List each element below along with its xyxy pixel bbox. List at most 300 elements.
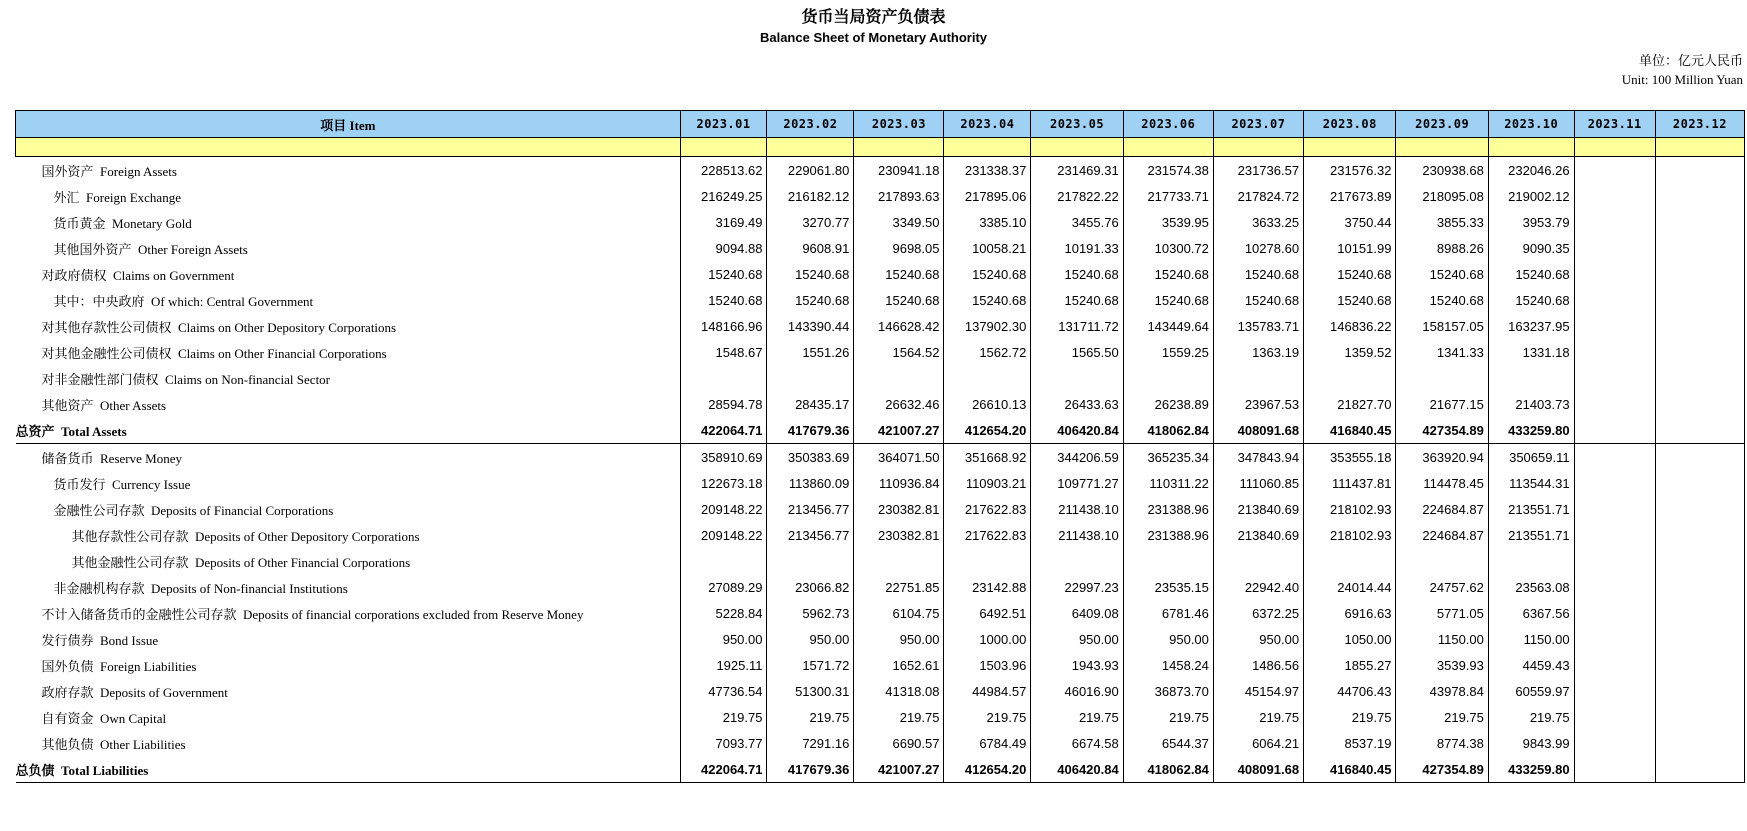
value-cell: 1359.52 bbox=[1304, 339, 1396, 365]
value-cell: 219.75 bbox=[1123, 704, 1213, 730]
value-cell bbox=[1574, 678, 1655, 704]
row-label-en: Foreign Liabilities bbox=[100, 658, 197, 674]
value-cell: 23066.82 bbox=[767, 574, 854, 600]
column-header-month: 2023.12 bbox=[1655, 111, 1744, 138]
row-label-cn: 货币黄金 bbox=[53, 216, 106, 232]
value-cell: 146836.22 bbox=[1304, 313, 1396, 339]
row-label bbox=[16, 261, 681, 287]
value-cell: 15240.68 bbox=[1123, 261, 1213, 287]
value-cell bbox=[1304, 548, 1396, 574]
value-cell: 408091.68 bbox=[1213, 756, 1303, 783]
value-cell: 417679.36 bbox=[767, 417, 854, 444]
row-label bbox=[16, 730, 681, 756]
value-cell bbox=[767, 365, 854, 391]
value-cell: 224684.87 bbox=[1396, 496, 1488, 522]
value-cell: 230382.81 bbox=[854, 496, 944, 522]
value-cell: 24014.44 bbox=[1304, 574, 1396, 600]
row-label-cn: 外汇 bbox=[53, 190, 80, 206]
row-label-cn: 自有资金 bbox=[41, 711, 94, 727]
value-cell bbox=[1574, 157, 1655, 184]
column-header-month: 2023.09 bbox=[1396, 111, 1488, 138]
value-cell: 3169.49 bbox=[680, 209, 767, 235]
value-cell: 15240.68 bbox=[1304, 261, 1396, 287]
row-label-en: Currency Issue bbox=[112, 476, 191, 492]
value-cell: 213456.77 bbox=[767, 496, 854, 522]
value-cell: 146628.42 bbox=[854, 313, 944, 339]
row-label-en: Monetary Gold bbox=[112, 215, 192, 231]
value-cell: 15240.68 bbox=[1396, 261, 1488, 287]
value-cell: 158157.05 bbox=[1396, 313, 1488, 339]
value-cell: 1331.18 bbox=[1488, 339, 1574, 365]
value-cell bbox=[1031, 365, 1123, 391]
value-cell: 111437.81 bbox=[1304, 470, 1396, 496]
row-label-cn: 国外资产 bbox=[41, 164, 94, 180]
value-cell: 3953.79 bbox=[1488, 209, 1574, 235]
value-cell: 1551.26 bbox=[767, 339, 854, 365]
row-label-cn: 总资产 bbox=[15, 424, 55, 440]
row-label-en: Bond Issue bbox=[100, 632, 159, 648]
value-cell: 143449.64 bbox=[1123, 313, 1213, 339]
column-header-month: 2023.08 bbox=[1304, 111, 1396, 138]
value-cell: 41318.08 bbox=[854, 678, 944, 704]
value-cell bbox=[1655, 522, 1744, 548]
value-cell: 412654.20 bbox=[944, 417, 1031, 444]
value-cell: 1564.52 bbox=[854, 339, 944, 365]
value-cell: 15240.68 bbox=[1213, 261, 1303, 287]
value-cell: 950.00 bbox=[1031, 626, 1123, 652]
value-cell: 1855.27 bbox=[1304, 652, 1396, 678]
value-cell bbox=[1655, 209, 1744, 235]
value-cell bbox=[1488, 548, 1574, 574]
row-label bbox=[16, 600, 681, 626]
value-cell bbox=[1655, 365, 1744, 391]
table-row bbox=[16, 391, 1745, 417]
value-cell bbox=[1655, 626, 1744, 652]
table-row bbox=[16, 756, 1745, 783]
value-cell: 15240.68 bbox=[767, 287, 854, 313]
row-label-cn: 不计入储备货币的金融性公司存款 bbox=[41, 607, 237, 623]
row-label bbox=[16, 626, 681, 652]
table-row bbox=[16, 626, 1745, 652]
value-cell bbox=[1304, 365, 1396, 391]
value-cell: 213551.71 bbox=[1488, 496, 1574, 522]
row-label-en: Of which: Central Government bbox=[151, 293, 314, 309]
value-cell bbox=[1655, 157, 1744, 184]
value-cell: 6690.57 bbox=[854, 730, 944, 756]
value-cell: 3455.76 bbox=[1031, 209, 1123, 235]
value-cell bbox=[854, 365, 944, 391]
row-label bbox=[16, 756, 681, 783]
row-label-en: Claims on Government bbox=[113, 267, 235, 283]
value-cell bbox=[1574, 600, 1655, 626]
value-cell: 4459.43 bbox=[1488, 652, 1574, 678]
value-cell: 229061.80 bbox=[767, 157, 854, 184]
row-label bbox=[16, 313, 681, 339]
row-label-cn: 对其他金融性公司债权 bbox=[41, 346, 172, 362]
value-cell: 416840.45 bbox=[1304, 756, 1396, 783]
value-cell: 213840.69 bbox=[1213, 522, 1303, 548]
table-row bbox=[16, 261, 1745, 287]
value-cell bbox=[1574, 235, 1655, 261]
value-cell: 224684.87 bbox=[1396, 522, 1488, 548]
value-cell: 15240.68 bbox=[1031, 287, 1123, 313]
column-header-month: 2023.06 bbox=[1123, 111, 1213, 138]
row-label-en: Deposits of Other Financial Corporations bbox=[195, 554, 411, 570]
value-cell: 8774.38 bbox=[1396, 730, 1488, 756]
header-row bbox=[16, 111, 1745, 138]
value-cell: 23967.53 bbox=[1213, 391, 1303, 417]
value-cell: 344206.59 bbox=[1031, 444, 1123, 471]
row-label bbox=[16, 365, 681, 391]
value-cell: 427354.89 bbox=[1396, 756, 1488, 783]
value-cell: 364071.50 bbox=[854, 444, 944, 471]
value-cell: 433259.80 bbox=[1488, 756, 1574, 783]
value-cell: 6492.51 bbox=[944, 600, 1031, 626]
value-cell: 6784.49 bbox=[944, 730, 1031, 756]
value-cell bbox=[680, 365, 767, 391]
value-cell: 217673.89 bbox=[1304, 183, 1396, 209]
value-cell: 3855.33 bbox=[1396, 209, 1488, 235]
value-cell: 1486.56 bbox=[1213, 652, 1303, 678]
value-cell: 950.00 bbox=[1213, 626, 1303, 652]
value-cell bbox=[1213, 365, 1303, 391]
value-cell: 230938.68 bbox=[1396, 157, 1488, 184]
row-label-cn: 政府存款 bbox=[41, 685, 94, 701]
value-cell: 950.00 bbox=[767, 626, 854, 652]
value-cell: 3539.93 bbox=[1396, 652, 1488, 678]
value-cell: 418062.84 bbox=[1123, 756, 1213, 783]
value-cell: 44984.57 bbox=[944, 678, 1031, 704]
value-cell bbox=[1574, 522, 1655, 548]
value-cell: 417679.36 bbox=[767, 756, 854, 783]
value-cell: 218095.08 bbox=[1396, 183, 1488, 209]
value-cell: 351668.92 bbox=[944, 444, 1031, 471]
value-cell: 218102.93 bbox=[1304, 496, 1396, 522]
value-cell bbox=[1574, 730, 1655, 756]
value-cell: 21677.15 bbox=[1396, 391, 1488, 417]
column-header-month: 2023.11 bbox=[1574, 111, 1655, 138]
value-cell: 219.75 bbox=[1396, 704, 1488, 730]
table-row bbox=[16, 339, 1745, 365]
value-cell: 219.75 bbox=[1213, 704, 1303, 730]
value-cell bbox=[1655, 548, 1744, 574]
value-cell bbox=[1655, 600, 1744, 626]
table-row bbox=[16, 496, 1745, 522]
value-cell: 213551.71 bbox=[1488, 522, 1574, 548]
row-label bbox=[16, 522, 681, 548]
value-cell bbox=[1655, 287, 1744, 313]
value-cell: 350659.11 bbox=[1488, 444, 1574, 471]
table-row bbox=[16, 417, 1745, 444]
value-cell bbox=[1123, 548, 1213, 574]
value-cell: 60559.97 bbox=[1488, 678, 1574, 704]
value-cell: 950.00 bbox=[1123, 626, 1213, 652]
row-label-en: Foreign Exchange bbox=[86, 189, 181, 205]
value-cell: 1943.93 bbox=[1031, 652, 1123, 678]
value-cell: 28594.78 bbox=[680, 391, 767, 417]
value-cell: 406420.84 bbox=[1031, 756, 1123, 783]
row-label-cn: 总负债 bbox=[15, 763, 55, 779]
value-cell: 1565.50 bbox=[1031, 339, 1123, 365]
value-cell: 1562.72 bbox=[944, 339, 1031, 365]
value-cell: 135783.71 bbox=[1213, 313, 1303, 339]
value-cell: 15240.68 bbox=[767, 261, 854, 287]
value-cell bbox=[680, 548, 767, 574]
column-header-month: 2023.04 bbox=[944, 111, 1031, 138]
column-header-month: 2023.05 bbox=[1031, 111, 1123, 138]
value-cell: 113544.31 bbox=[1488, 470, 1574, 496]
table-row bbox=[16, 548, 1745, 574]
value-cell bbox=[1574, 574, 1655, 600]
table-row bbox=[16, 444, 1745, 471]
value-cell: 422064.71 bbox=[680, 417, 767, 444]
value-cell: 219.75 bbox=[854, 704, 944, 730]
value-cell: 44706.43 bbox=[1304, 678, 1396, 704]
value-cell bbox=[1655, 391, 1744, 417]
value-cell bbox=[1655, 574, 1744, 600]
value-cell: 213456.77 bbox=[767, 522, 854, 548]
value-cell: 6104.75 bbox=[854, 600, 944, 626]
row-label bbox=[16, 209, 681, 235]
value-cell: 412654.20 bbox=[944, 756, 1031, 783]
value-cell: 15240.68 bbox=[1123, 287, 1213, 313]
row-label-en: Deposits of Government bbox=[100, 684, 228, 700]
table-row bbox=[16, 652, 1745, 678]
value-cell: 28435.17 bbox=[767, 391, 854, 417]
value-cell bbox=[1655, 417, 1744, 444]
value-cell: 950.00 bbox=[854, 626, 944, 652]
value-cell: 110903.21 bbox=[944, 470, 1031, 496]
table-row bbox=[16, 704, 1745, 730]
value-cell: 15240.68 bbox=[1213, 287, 1303, 313]
value-cell bbox=[1655, 730, 1744, 756]
value-cell bbox=[1488, 365, 1574, 391]
value-cell bbox=[1574, 183, 1655, 209]
value-cell: 219.75 bbox=[680, 704, 767, 730]
value-cell bbox=[1574, 470, 1655, 496]
value-cell: 23563.08 bbox=[1488, 574, 1574, 600]
value-cell: 1559.25 bbox=[1123, 339, 1213, 365]
value-cell: 137902.30 bbox=[944, 313, 1031, 339]
table-row bbox=[16, 313, 1745, 339]
table-row bbox=[16, 209, 1745, 235]
value-cell: 7291.16 bbox=[767, 730, 854, 756]
value-cell bbox=[1655, 496, 1744, 522]
value-cell: 363920.94 bbox=[1396, 444, 1488, 471]
row-label-cn: 其他存款性公司存款 bbox=[71, 529, 189, 545]
table-row bbox=[16, 730, 1745, 756]
unit-label-cn: 单位：亿元人民币 bbox=[1638, 54, 1743, 69]
row-label-en: Total Assets bbox=[61, 423, 127, 439]
value-cell: 26433.63 bbox=[1031, 391, 1123, 417]
page-title-en: Balance Sheet of Monetary Authority bbox=[759, 30, 988, 45]
row-label bbox=[16, 548, 681, 574]
value-cell: 219.75 bbox=[1304, 704, 1396, 730]
balance-sheet-table bbox=[15, 110, 1745, 783]
value-cell: 26610.13 bbox=[944, 391, 1031, 417]
value-cell: 218102.93 bbox=[1304, 522, 1396, 548]
value-cell bbox=[1574, 444, 1655, 471]
table-row bbox=[16, 678, 1745, 704]
value-cell: 219.75 bbox=[1031, 704, 1123, 730]
value-cell: 408091.68 bbox=[1213, 417, 1303, 444]
value-cell: 3270.77 bbox=[767, 209, 854, 235]
value-cell: 27089.29 bbox=[680, 574, 767, 600]
value-cell: 219.75 bbox=[1488, 704, 1574, 730]
page-title-cn: 货币当局资产负债表 bbox=[801, 7, 946, 26]
table-row bbox=[16, 287, 1745, 313]
row-label-cn: 其他金融性公司存款 bbox=[71, 555, 189, 571]
value-cell: 15240.68 bbox=[680, 261, 767, 287]
value-cell: 23535.15 bbox=[1123, 574, 1213, 600]
value-cell: 950.00 bbox=[680, 626, 767, 652]
value-cell: 15240.68 bbox=[680, 287, 767, 313]
value-cell bbox=[1655, 261, 1744, 287]
value-cell: 230941.18 bbox=[854, 157, 944, 184]
value-cell: 6781.46 bbox=[1123, 600, 1213, 626]
table-row bbox=[16, 157, 1745, 184]
value-cell bbox=[1574, 756, 1655, 783]
value-cell: 110311.22 bbox=[1123, 470, 1213, 496]
value-cell bbox=[1655, 470, 1744, 496]
value-cell: 230382.81 bbox=[854, 522, 944, 548]
row-label-en: Total Liabilities bbox=[61, 762, 149, 778]
value-cell: 7093.77 bbox=[680, 730, 767, 756]
value-cell: 231338.37 bbox=[944, 157, 1031, 184]
value-cell: 231469.31 bbox=[1031, 157, 1123, 184]
value-cell: 3349.50 bbox=[854, 209, 944, 235]
value-cell: 1150.00 bbox=[1488, 626, 1574, 652]
value-cell: 216182.12 bbox=[767, 183, 854, 209]
value-cell bbox=[1574, 548, 1655, 574]
value-cell bbox=[1655, 704, 1744, 730]
value-cell: 6409.08 bbox=[1031, 600, 1123, 626]
value-cell bbox=[1123, 365, 1213, 391]
value-cell: 1503.96 bbox=[944, 652, 1031, 678]
value-cell: 15240.68 bbox=[854, 261, 944, 287]
row-label-en: Other Foreign Assets bbox=[138, 241, 248, 257]
value-cell: 6674.58 bbox=[1031, 730, 1123, 756]
value-cell bbox=[1031, 548, 1123, 574]
row-label-en: Deposits of Other Depository Corporations bbox=[195, 528, 420, 544]
value-cell: 15240.68 bbox=[944, 287, 1031, 313]
value-cell: 232046.26 bbox=[1488, 157, 1574, 184]
value-cell: 6064.21 bbox=[1213, 730, 1303, 756]
value-cell bbox=[854, 548, 944, 574]
row-label bbox=[16, 157, 681, 184]
value-cell bbox=[1396, 365, 1488, 391]
value-cell bbox=[1213, 548, 1303, 574]
row-label bbox=[16, 678, 681, 704]
column-header-month: 2023.03 bbox=[854, 111, 944, 138]
value-cell: 347843.94 bbox=[1213, 444, 1303, 471]
value-cell: 1571.72 bbox=[767, 652, 854, 678]
row-label-cn: 其中：中央政府 bbox=[53, 294, 145, 310]
value-cell: 228513.62 bbox=[680, 157, 767, 184]
value-cell: 217622.83 bbox=[944, 522, 1031, 548]
value-cell: 8537.19 bbox=[1304, 730, 1396, 756]
value-cell bbox=[1574, 365, 1655, 391]
column-header-month: 2023.01 bbox=[680, 111, 767, 138]
value-cell bbox=[1574, 496, 1655, 522]
row-label-en: Deposits of Non-financial Institutions bbox=[151, 580, 348, 596]
value-cell: 114478.45 bbox=[1396, 470, 1488, 496]
value-cell: 9090.35 bbox=[1488, 235, 1574, 261]
value-cell: 1925.11 bbox=[680, 652, 767, 678]
value-cell: 6372.25 bbox=[1213, 600, 1303, 626]
row-label-en: Foreign Assets bbox=[100, 163, 177, 179]
row-label bbox=[16, 287, 681, 313]
value-cell: 231388.96 bbox=[1123, 522, 1213, 548]
column-header-item: 项目 Item bbox=[16, 111, 681, 138]
value-cell bbox=[1655, 313, 1744, 339]
value-cell bbox=[1574, 287, 1655, 313]
value-cell: 231388.96 bbox=[1123, 496, 1213, 522]
value-cell: 26238.89 bbox=[1123, 391, 1213, 417]
value-cell: 122673.18 bbox=[680, 470, 767, 496]
row-label-en: Claims on Other Depository Corporations bbox=[178, 319, 397, 335]
row-label bbox=[16, 417, 681, 444]
value-cell: 1363.19 bbox=[1213, 339, 1303, 365]
value-cell: 15240.68 bbox=[1396, 287, 1488, 313]
value-cell: 5962.73 bbox=[767, 600, 854, 626]
value-cell: 10278.60 bbox=[1213, 235, 1303, 261]
value-cell: 1458.24 bbox=[1123, 652, 1213, 678]
value-cell: 217824.72 bbox=[1213, 183, 1303, 209]
value-cell: 217733.71 bbox=[1123, 183, 1213, 209]
value-cell: 1652.61 bbox=[854, 652, 944, 678]
table-row bbox=[16, 365, 1745, 391]
table-row bbox=[16, 470, 1745, 496]
value-cell bbox=[1574, 417, 1655, 444]
value-cell: 422064.71 bbox=[680, 756, 767, 783]
value-cell: 3385.10 bbox=[944, 209, 1031, 235]
value-cell: 231576.32 bbox=[1304, 157, 1396, 184]
value-cell: 231736.57 bbox=[1213, 157, 1303, 184]
value-cell: 209148.22 bbox=[680, 496, 767, 522]
value-cell: 22942.40 bbox=[1213, 574, 1303, 600]
value-cell: 15240.68 bbox=[1488, 287, 1574, 313]
value-cell: 10058.21 bbox=[944, 235, 1031, 261]
row-label-en: Other Liabilities bbox=[100, 736, 186, 752]
value-cell: 216249.25 bbox=[680, 183, 767, 209]
table-row bbox=[16, 522, 1745, 548]
value-cell: 1341.33 bbox=[1396, 339, 1488, 365]
value-cell: 6916.63 bbox=[1304, 600, 1396, 626]
value-cell: 217895.06 bbox=[944, 183, 1031, 209]
value-cell: 418062.84 bbox=[1123, 417, 1213, 444]
value-cell: 24757.62 bbox=[1396, 574, 1488, 600]
value-cell: 358910.69 bbox=[680, 444, 767, 471]
value-cell: 5771.05 bbox=[1396, 600, 1488, 626]
value-cell bbox=[1655, 652, 1744, 678]
value-cell: 10151.99 bbox=[1304, 235, 1396, 261]
value-cell: 10191.33 bbox=[1031, 235, 1123, 261]
value-cell bbox=[1574, 704, 1655, 730]
value-cell: 3750.44 bbox=[1304, 209, 1396, 235]
table-row bbox=[16, 600, 1745, 626]
column-header-month: 2023.07 bbox=[1213, 111, 1303, 138]
value-cell: 51300.31 bbox=[767, 678, 854, 704]
value-cell: 21827.70 bbox=[1304, 391, 1396, 417]
value-cell: 47736.54 bbox=[680, 678, 767, 704]
row-label bbox=[16, 235, 681, 261]
column-header-month: 2023.02 bbox=[767, 111, 854, 138]
value-cell: 209148.22 bbox=[680, 522, 767, 548]
row-label bbox=[16, 574, 681, 600]
row-label-en: Deposits of financial corporations excluded from Reserve Money bbox=[243, 606, 584, 622]
table-row bbox=[16, 183, 1745, 209]
